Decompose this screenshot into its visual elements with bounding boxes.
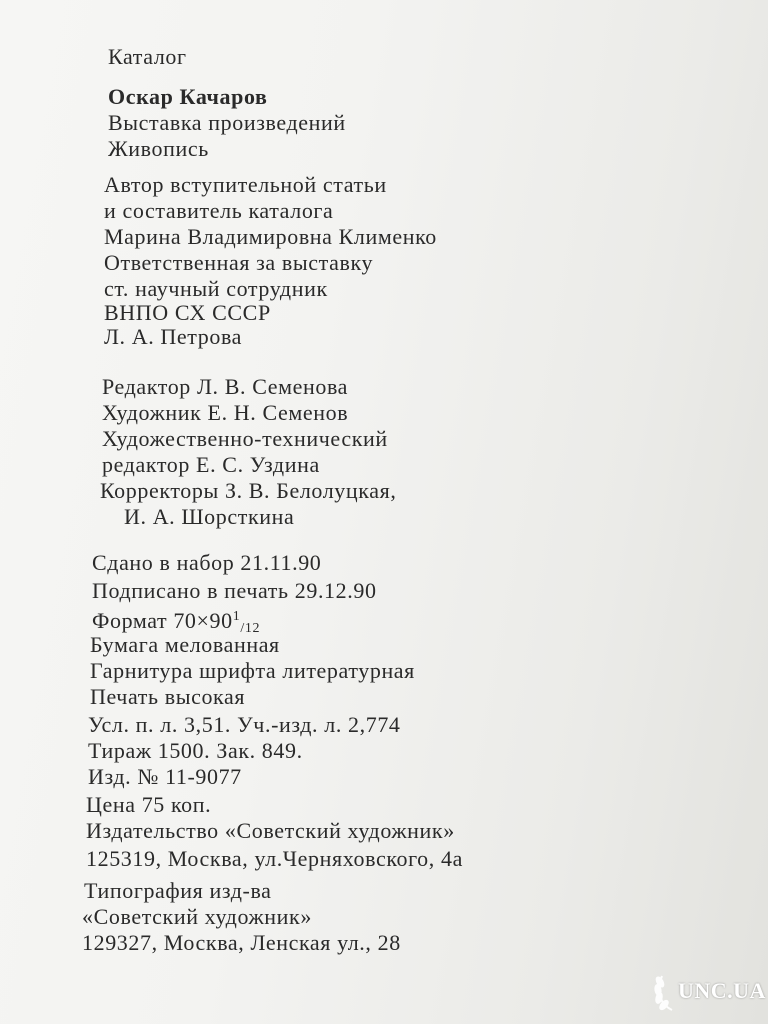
credit-line: Л. А. Петрова [104,324,243,349]
editor-line: Художественно-технический [102,426,388,451]
editor-line: Художник Е. Н. Семенов [102,400,349,425]
editor-line: редактор Е. С. Уздина [102,452,320,477]
imprint-publisher: Издательство «Советский художник» [86,818,455,843]
imprint-print: Печать высокая [90,684,246,709]
imprint-circulation: Тираж 1500. Зак. 849. [88,738,303,763]
imprint-signed: Подписано в печать 29.12.90 [92,578,377,603]
credit-line: ст. научный сотрудник [104,276,328,301]
format-superscript: 1 [232,609,241,624]
credit-line: Автор вступительной статьи [104,172,387,197]
watermark [652,966,766,1016]
imprint-edition-number: Изд. № 11-9077 [88,764,242,789]
imprint-paper: Бумага мелованная [90,632,280,657]
imprint-printer-address: 129327, Москва, Ленская ул., 28 [82,930,401,955]
format-text: Формат 70×90 [92,608,233,633]
imprint-publisher-address: 125319, Москва, ул.Черняховского, 4а [86,846,463,871]
imprint-price: Цена 75 коп. [86,792,212,817]
credit-line: Ответственная за выставку [104,250,374,275]
imprint-submitted: Сдано в набор 21.11.90 [92,550,322,575]
imprint-typeface: Гарнитура шрифта литературная [90,658,415,683]
credit-line: и составитель каталога [104,198,334,223]
imprint-sheets: Усл. п. л. 3,51. Уч.-изд. л. 2,774 [88,712,401,737]
genre-label: Живопись [108,136,209,161]
editor-line: И. А. Шорсткина [124,504,295,529]
editor-line: Корректоры З. В. Белолуцкая, [100,478,397,503]
imprint-printer: Типография изд-ва [84,878,272,903]
catalog-label: Каталог [108,44,187,69]
exhibition-subtitle: Выставка произведений [108,110,346,135]
watermark-text: UNC.UA [678,978,766,1003]
credit-line: ВНПО СХ СССР [104,300,271,325]
artist-name: Оскар Качаров [108,84,268,109]
credit-line: Марина Владимировна Клименко [104,224,437,249]
imprint-printer-name: «Советский художник» [82,904,312,929]
editor-line: Редактор Л. В. Семенова [102,374,349,399]
laurel-wreath-icon [652,966,678,1016]
format-subscript: /12 [240,621,261,636]
